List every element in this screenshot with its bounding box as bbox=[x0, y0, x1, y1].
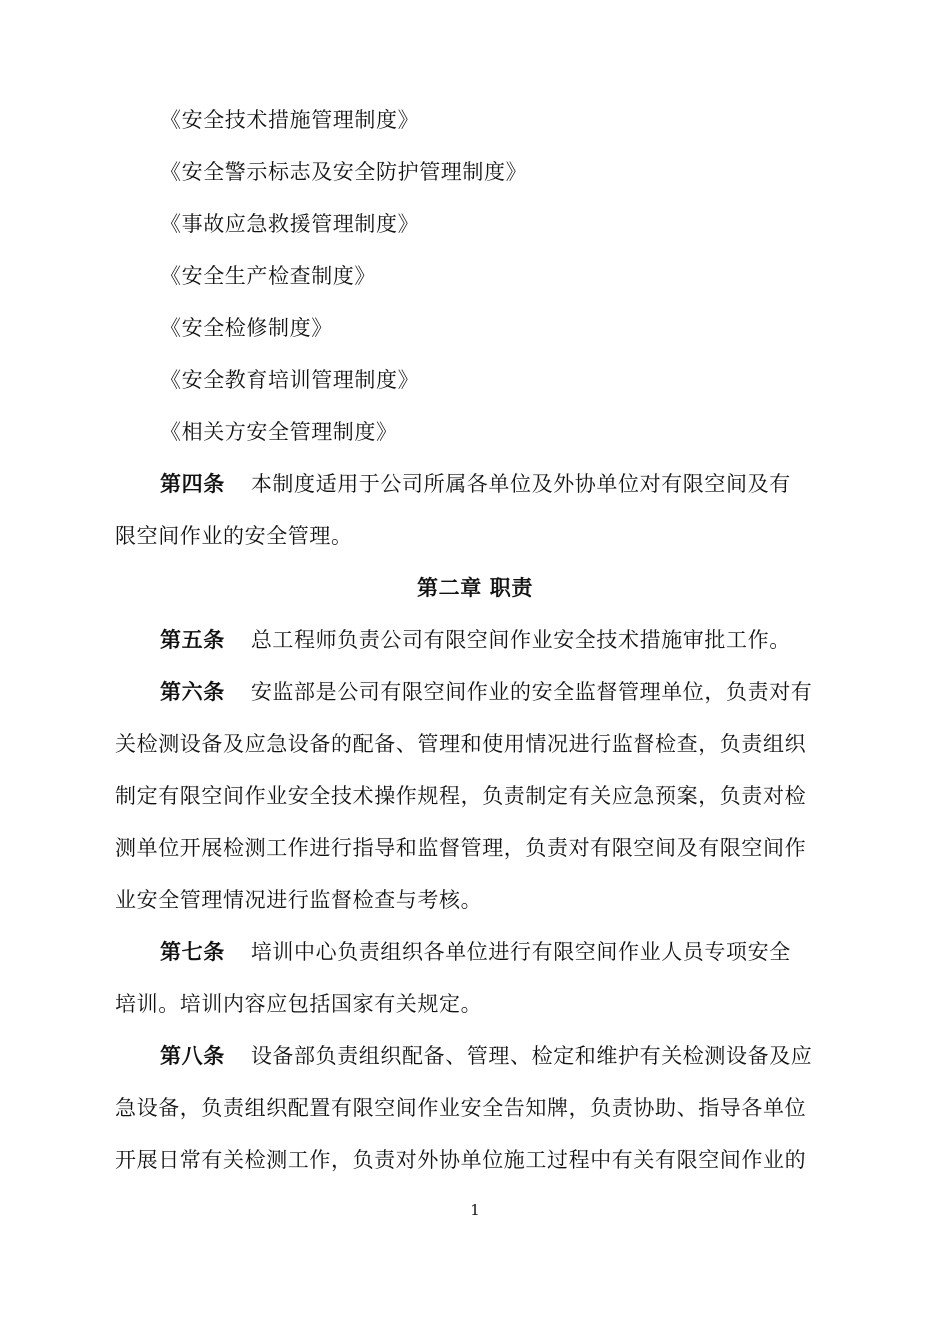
article-text: 设备部负责组织配备、管理、检定和维护有关检测设备及应 bbox=[250, 1044, 813, 1068]
chapter-heading: 第二章 职责 bbox=[417, 575, 533, 600]
article-text: 本制度适用于公司所属各单位及外协单位对有限空间及有 bbox=[250, 472, 791, 496]
article-text: 培训中心负责组织各单位进行有限空间作业人员专项安全 bbox=[250, 940, 791, 964]
article-6-first-line bbox=[160, 679, 812, 705]
document-title-item: 《安全警示标志及安全防护管理制度》 bbox=[160, 160, 528, 184]
article-text-line: 培训。培训内容应包括国家有关规定。 bbox=[115, 992, 483, 1016]
document-title-item: 《安全检修制度》 bbox=[160, 316, 333, 340]
article-label: 第七条 bbox=[160, 939, 225, 964]
article-text-line: 制定有限空间作业安全技术操作规程，负责制定有关应急预案，负责对检 bbox=[115, 784, 807, 808]
article-4-first-line bbox=[160, 471, 791, 497]
document-title-item: 《事故应急救援管理制度》 bbox=[160, 212, 420, 236]
article-text-line: 业安全管理情况进行监督检查与考核。 bbox=[115, 888, 483, 912]
article-text-line: 急设备，负责组织配置有限空间作业安全告知牌，负责协助、指导各单位 bbox=[115, 1096, 807, 1120]
document-title-item: 《安全技术措施管理制度》 bbox=[160, 108, 420, 132]
article-7-first-line bbox=[160, 939, 791, 965]
document-title-item: 《安全教育培训管理制度》 bbox=[160, 368, 420, 392]
article-8-first-line bbox=[160, 1043, 812, 1069]
article-label: 第六条 bbox=[160, 679, 225, 704]
article-text-line: 测单位开展检测工作进行指导和监督管理，负责对有限空间及有限空间作 bbox=[115, 836, 807, 860]
document-title-item: 《相关方安全管理制度》 bbox=[160, 420, 398, 444]
article-text: 安监部是公司有限空间作业的安全监督管理单位，负责对有 bbox=[250, 680, 813, 704]
page-number: 1 bbox=[470, 1201, 480, 1219]
article-text-line: 关检测设备及应急设备的配备、管理和使用情况进行监督检查，负责组织 bbox=[115, 732, 807, 756]
article-label: 第四条 bbox=[160, 471, 225, 496]
article-text-line: 开展日常有关检测工作，负责对外协单位施工过程中有关有限空间作业的 bbox=[115, 1148, 807, 1172]
article-text: 总工程师负责公司有限空间作业安全技术措施审批工作。 bbox=[250, 628, 791, 652]
article-label: 第八条 bbox=[160, 1043, 225, 1068]
article-label: 第五条 bbox=[160, 627, 225, 652]
article-5-first-line bbox=[160, 627, 791, 653]
article-text-line: 限空间作业的安全管理。 bbox=[115, 524, 353, 548]
document-title-item: 《安全生产检查制度》 bbox=[160, 264, 376, 288]
